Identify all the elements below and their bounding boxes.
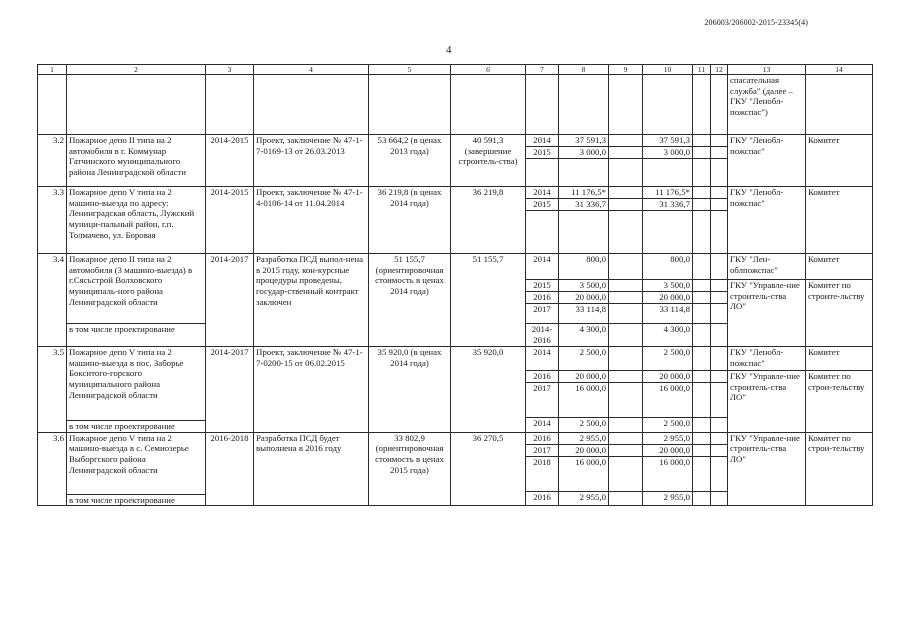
subitem-label: в том числе проектирование	[67, 494, 206, 506]
amount-cell: 2 955,0	[559, 491, 609, 506]
document-id: 206003/206002-2015-23345(4)	[704, 18, 808, 27]
table-row	[38, 254, 873, 280]
responsible-cell: Комитет по строи-тельству	[806, 432, 873, 506]
amount-cell: 3 500,0	[559, 280, 609, 292]
amount-cell: 16 000,0	[559, 456, 609, 491]
responsible-cell: Комитет	[806, 135, 873, 187]
table-row	[38, 75, 873, 135]
year-cell: 2014	[526, 418, 559, 433]
year-cell: 2016	[526, 491, 559, 506]
document-cell: Разработка ПСД будет выполнена в 2016 году	[254, 432, 369, 506]
total-cell: 3 500,0	[643, 280, 693, 292]
year-cell: 2017	[526, 383, 559, 418]
year-cell: 2016	[526, 432, 559, 444]
col-header: 7	[526, 65, 559, 75]
col-header: 1	[38, 65, 67, 75]
row-number: 3.6	[38, 432, 67, 506]
row-number: 3.3	[38, 187, 67, 254]
total-cell: 2 955,0	[643, 491, 693, 506]
document-cell: Проект, заключение № 47-1-7-0169-13 от 26.03.2013	[254, 135, 369, 187]
customer-cell: ГКУ "Лен-облпожспас"	[728, 254, 806, 280]
total-cell: 20 000,0	[643, 444, 693, 456]
total-cell: 2 955,0	[643, 432, 693, 444]
amount-cell: 11 176,5*	[559, 187, 609, 199]
object-name: Пожарное депо II типа на 2 автомобиля в г. Коммунар Гатчинского муниципального района Ленинградской области	[67, 135, 206, 187]
customer-cell: ГКУ "Ленобл-пожспас"	[728, 135, 806, 187]
responsible-cell: Комитет по строи-тельству	[806, 371, 873, 433]
table-row	[38, 432, 873, 444]
year-cell: 2017	[526, 444, 559, 456]
document-cell: Разработка ПСД выпол-нена в 2015 году, кон-курсные процедуры проведены, государ-ственный контракт заключен	[254, 254, 369, 347]
col-header: 6	[451, 65, 526, 75]
year-cell: 2018	[526, 456, 559, 491]
customer-cell: ГКУ "Управле-ние строитель-ства ЛО"	[728, 371, 806, 433]
document-cell: Проект, заключение № 47-1-7-0200-15 от 06.02.2015	[254, 347, 369, 433]
total-cell: 2 500,0	[643, 347, 693, 371]
column-number-row	[38, 65, 873, 75]
total-cell: 3 000,0	[643, 147, 693, 159]
remaining-cost-cell: 35 920,0	[451, 347, 526, 433]
subitem-label: в том числе проектирование	[67, 421, 206, 433]
total-cell: 16 000,0	[643, 383, 693, 418]
total-cell: 20 000,0	[643, 292, 693, 304]
amount-cell: 800,0	[559, 254, 609, 280]
amount-cell: 20 000,0	[559, 292, 609, 304]
cost-cell: 36 219,8 (в ценах 2014 года)	[369, 187, 451, 254]
amount-cell: 20 000,0	[559, 444, 609, 456]
customer-cell: ГКУ "Ленобл-пожспас"	[728, 347, 806, 371]
amount-cell: 20 000,0	[559, 371, 609, 383]
cost-cell: 51 155,7 (ориентировочная стоимость в ценах 2014 года)	[369, 254, 451, 347]
year-cell: 2014	[526, 187, 559, 199]
table-row	[38, 187, 873, 199]
year-cell: 2014	[526, 347, 559, 371]
responsible-cell: Комитет	[806, 254, 873, 280]
col-header: 13	[728, 65, 806, 75]
amount-cell: 31 336,7	[559, 199, 609, 211]
total-cell: 33 114,8	[643, 304, 693, 324]
total-cell: 20 000,0	[643, 371, 693, 383]
subitem-label: в том числе проектирование	[67, 324, 206, 347]
amount-cell: 2 500,0	[559, 347, 609, 371]
cost-cell: 35 920,0 (в ценах 2014 года)	[369, 347, 451, 433]
year-cell: 2016	[526, 371, 559, 383]
amount-cell: 3 000,0	[559, 147, 609, 159]
row-number: 3.4	[38, 254, 67, 347]
program-table	[37, 64, 873, 506]
total-cell: 31 336,7	[643, 199, 693, 211]
col-header: 4	[254, 65, 369, 75]
total-cell: 16 000,0	[643, 456, 693, 491]
year-cell: 2014	[526, 254, 559, 280]
year-cell: 2016	[526, 292, 559, 304]
year-cell: 2015	[526, 280, 559, 292]
customer-cell: ГКУ "Управле-ние строитель-ства ЛО"	[728, 432, 806, 506]
total-cell: 2 500,0	[643, 418, 693, 433]
col-header: 14	[806, 65, 873, 75]
remaining-cost-cell: 51 155,7	[451, 254, 526, 347]
years-cell: 2016-2018	[206, 432, 254, 506]
year-cell: 2017	[526, 304, 559, 324]
year-cell: 2014-2016	[526, 324, 559, 347]
years-cell: 2014-2015	[206, 135, 254, 187]
year-cell: 2015	[526, 147, 559, 159]
table-row	[38, 347, 873, 371]
col-header: 11	[693, 65, 711, 75]
years-cell: 2014-2015	[206, 187, 254, 254]
amount-cell: 33 114,8	[559, 304, 609, 324]
amount-cell: 37 591,3	[559, 135, 609, 147]
col-header: 5	[369, 65, 451, 75]
document-cell: Проект, заключение № 47-1-4-0106-14 от 11.04.2014	[254, 187, 369, 254]
responsible-cell: Комитет	[806, 347, 873, 371]
amount-cell: 4 300,0	[559, 324, 609, 347]
col-header: 3	[206, 65, 254, 75]
customer-cell: ГКУ "Ленобл-пожспас"	[728, 187, 806, 254]
amount-cell: 2 955,0	[559, 432, 609, 444]
years-cell: 2014-2017	[206, 254, 254, 347]
col-header: 2	[67, 65, 206, 75]
responsible-cell: Комитет по строите-льству	[806, 280, 873, 347]
customer-cell: спасательная служба" (далее – ГКУ "Ленобл-пожспас")	[728, 75, 806, 135]
object-name: Пожарное депо V типа на 2 машино-выезда в пос. Заборье Бокситого-горского муниципального района Ленинградской области	[67, 347, 206, 421]
customer-cell: ГКУ "Управле-ние строитель-ства ЛО"	[728, 280, 806, 347]
row-number: 3.2	[38, 135, 67, 187]
object-name: Пожарное депо V типа на 2 машино-выезда в с. Семиозерье Выборгского района Ленинградской области	[67, 432, 206, 494]
col-header: 9	[609, 65, 643, 75]
table-row	[38, 135, 873, 147]
col-header: 10	[643, 65, 693, 75]
object-name: Пожарное депо V типа на 2 машино-выезда по адресу: Ленинградская область, Лужский муници-пальный район, г.п. Толмачево, ул. Боровая	[67, 187, 206, 254]
col-header: 8	[559, 65, 609, 75]
remaining-cost-cell: 36 270,5	[451, 432, 526, 506]
total-cell: 4 300,0	[643, 324, 693, 347]
years-cell: 2014-2017	[206, 347, 254, 433]
amount-cell: 2 500,0	[559, 418, 609, 433]
remaining-cost-cell: 36 219,8	[451, 187, 526, 254]
responsible-cell: Комитет	[806, 187, 873, 254]
cost-cell: 53 664,2 (в ценах 2013 года)	[369, 135, 451, 187]
object-name: Пожарное депо II типа на 2 автомобиля (3 машино-выезда) в г.Сясьстрой Волховского муниципаль-ного района Ленинградской области	[67, 254, 206, 324]
cost-cell: 33 802,9 (ориентировочная стоимость в ценах 2015 года)	[369, 432, 451, 506]
col-header: 12	[711, 65, 728, 75]
amount-cell: 16 000,0	[559, 383, 609, 418]
total-cell: 800,0	[643, 254, 693, 280]
year-cell: 2014	[526, 135, 559, 147]
page-number: 4	[446, 44, 452, 56]
year-cell: 2015	[526, 199, 559, 211]
row-number: 3.5	[38, 347, 67, 433]
total-cell: 37 591,3	[643, 135, 693, 147]
total-cell: 11 176,5*	[643, 187, 693, 199]
remaining-cost-cell: 40 591,3 (завершение строитель-ства)	[451, 135, 526, 187]
